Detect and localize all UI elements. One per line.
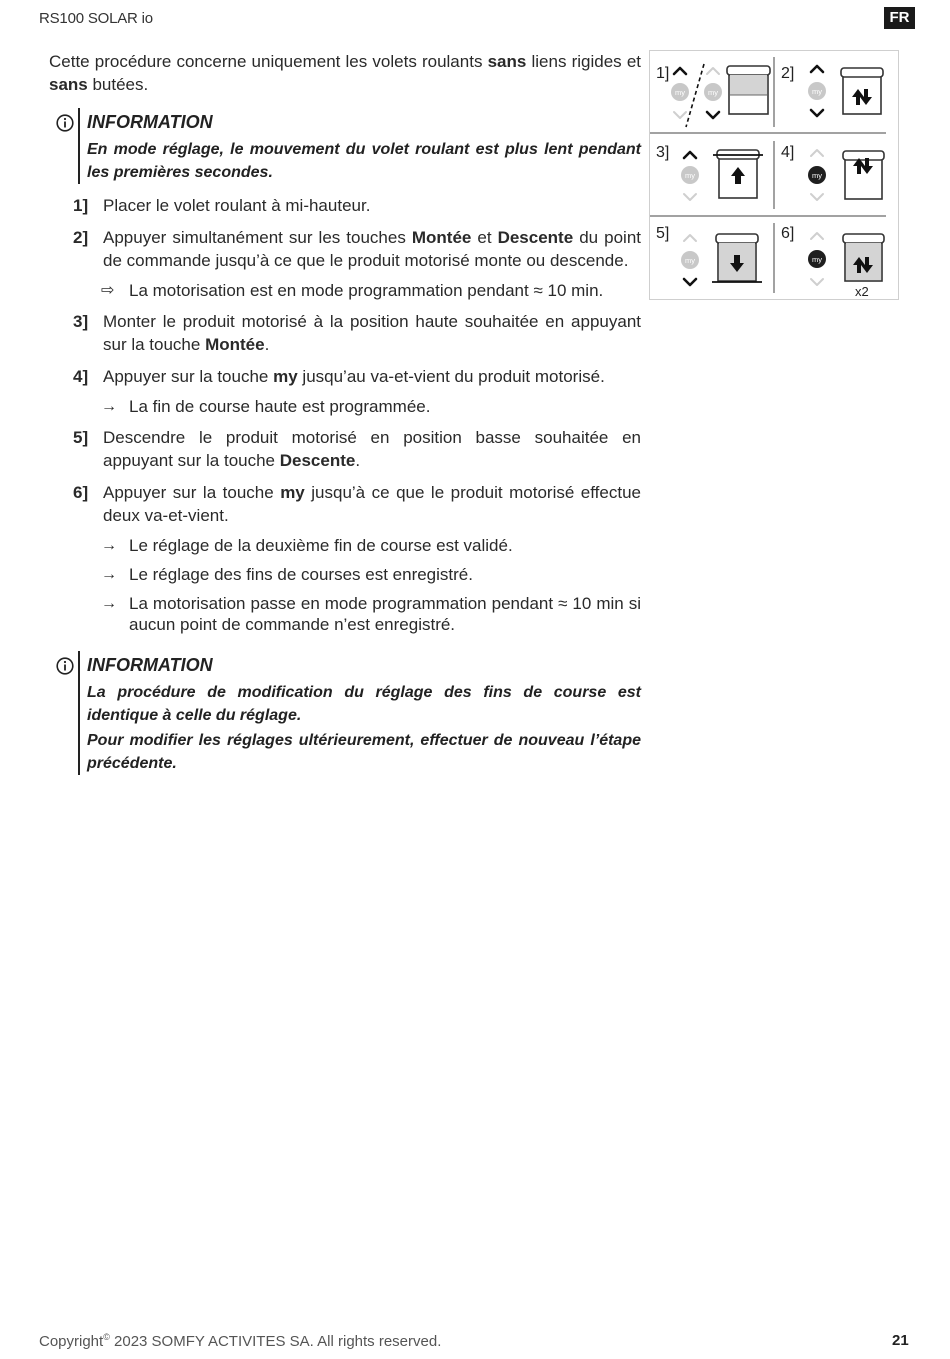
arrow-right-icon: → <box>101 537 117 554</box>
footer-copyright: Copyright© 2023 SOMFY ACTIVITES SA. All rights reserved. <box>39 1332 442 1350</box>
diagram-label-6: 6] <box>781 225 795 242</box>
information-box-2 <box>49 653 641 775</box>
chevron-up-icon <box>684 152 696 158</box>
result-2: ⇨ La motorisation est en mode programmation pendant ≈ 10 min. <box>101 281 604 300</box>
chevron-down-icon <box>684 194 696 200</box>
info-icon <box>56 657 74 675</box>
step-2: 2] Appuyer simultanément sur les touches Montée et Descente du point de commande jusqu’à ce que le produit motorisé monte ou descende. <box>73 228 641 270</box>
result-6c: → La motorisation passe en mode programmation pendant ≈ 10 min si aucun point de commande n’est enregistré. <box>101 594 641 634</box>
chevron-down-icon <box>684 279 696 285</box>
information-box-1 <box>49 110 641 184</box>
procedure-diagram <box>649 50 899 300</box>
chevron-up-icon <box>811 150 823 156</box>
intro-paragraph: Cette procédure concerne uniquement les volets roulants sans liens rigides et sans butées. <box>49 52 641 94</box>
my-label: my <box>812 171 822 180</box>
shutter-up-icon <box>713 150 763 198</box>
step-5: 5] Descendre le produit motorisé en position basse souhaitée en appuyant sur la touche Descente. <box>73 428 641 470</box>
hollow-arrow-icon: ⇨ <box>101 282 115 299</box>
shutter-down-icon <box>712 234 762 282</box>
info-text: La procédure de modification du réglage des fins de course est identique à celle du réglage. Pour modifier les réglages ultérieurement, effectuer de nouveau l’étape précédente. <box>87 684 641 772</box>
chevron-down-icon <box>811 110 823 116</box>
diagram-label-2: 2] <box>781 65 795 82</box>
repeat-count-label: x2 <box>855 284 869 299</box>
shutter-up-down-icon <box>841 68 883 114</box>
chevron-down-icon <box>674 112 686 118</box>
my-label: my <box>685 171 695 180</box>
step-number: 6] <box>73 483 89 502</box>
step-4: 4] Appuyer sur la touche my jusqu’au va-et-vient du produit motorisé. <box>73 367 605 386</box>
info-title: INFORMATION <box>87 655 213 675</box>
shutter-double-cycle-icon <box>843 234 884 281</box>
step-3: 3] Monter le produit motorisé à la position haute souhaitée en appuyant sur la touche Montée. <box>73 312 641 354</box>
my-label: my <box>708 88 718 97</box>
language-badge: FR <box>884 7 915 29</box>
info-bar <box>78 108 80 184</box>
page-number: 21 <box>892 1332 909 1349</box>
my-label: my <box>812 87 822 96</box>
shutter-half-icon <box>727 66 770 114</box>
chevron-up-icon <box>674 68 686 74</box>
step-number: 5] <box>73 428 89 447</box>
chevron-up-icon <box>811 233 823 239</box>
chevron-down-icon <box>811 279 823 285</box>
result-6b: → Le réglage des fins de courses est enregistré. <box>101 565 473 584</box>
my-label: my <box>675 88 685 97</box>
arrow-right-icon: → <box>101 566 117 583</box>
arrow-right-icon: → <box>101 398 117 415</box>
info-text: En mode réglage, le mouvement du volet roulant est plus lent pendant les premières secondes. <box>87 141 641 181</box>
arrow-right-icon: → <box>101 595 117 612</box>
chevron-up-icon <box>707 68 719 74</box>
step-6: 6] Appuyer sur la touche my jusqu’à ce que le produit motorisé effectue deux va-et-vient. <box>73 483 641 525</box>
step-number: 2] <box>73 228 89 247</box>
info-bar <box>78 651 80 775</box>
diagram-label-5: 5] <box>656 225 670 242</box>
result-6a: → Le réglage de la deuxième fin de course est validé. <box>101 536 513 555</box>
step-number: 1] <box>73 196 89 215</box>
chevron-up-icon <box>811 66 823 72</box>
diagram-label-3: 3] <box>656 144 670 161</box>
my-label: my <box>685 256 695 265</box>
chevron-down-icon <box>707 112 719 118</box>
or-separator <box>686 64 704 127</box>
document-title: RS100 SOLAR io <box>39 10 153 27</box>
diagram-label-1: 1] <box>656 65 670 82</box>
result-4: → La fin de course haute est programmée. <box>101 397 431 416</box>
my-label: my <box>812 255 822 264</box>
step-number: 4] <box>73 367 89 386</box>
chevron-down-icon <box>811 194 823 200</box>
info-icon <box>56 114 74 132</box>
main-content <box>49 50 641 785</box>
chevron-up-icon <box>684 235 696 241</box>
diagram-label-4: 4] <box>781 144 795 161</box>
info-title: INFORMATION <box>87 112 213 132</box>
shutter-up-down-icon <box>843 151 884 199</box>
step-number: 3] <box>73 312 89 331</box>
step-1: 1] Placer le volet roulant à mi-hauteur. <box>73 196 371 215</box>
procedure-diagram-svg <box>650 51 898 299</box>
